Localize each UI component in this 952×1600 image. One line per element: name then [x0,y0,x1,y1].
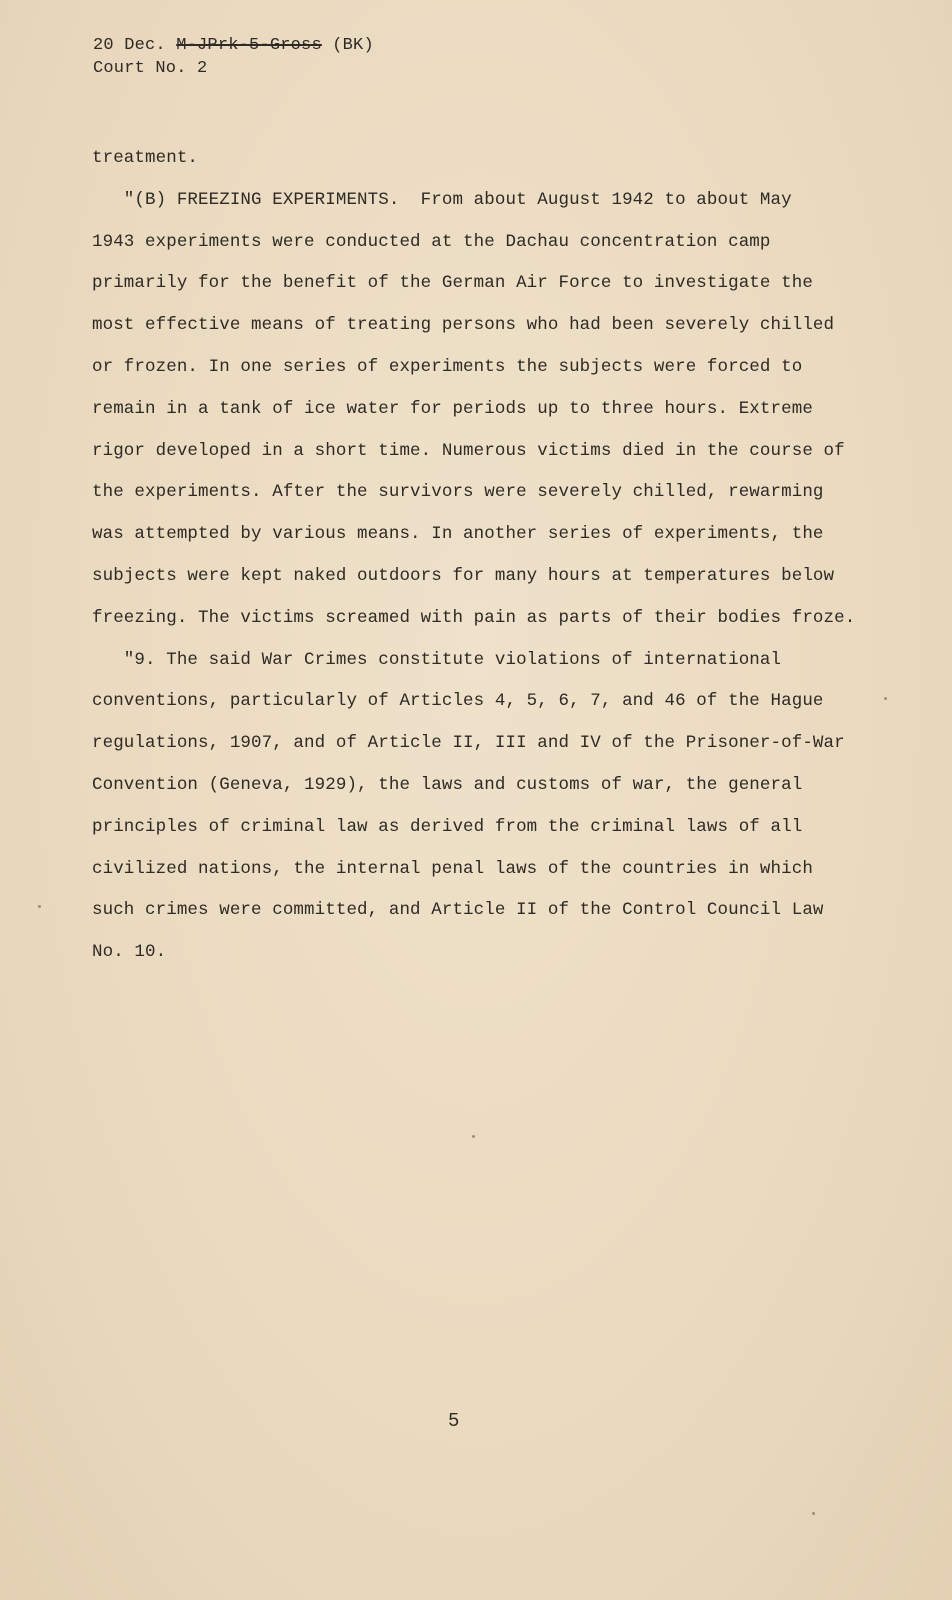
header-struck-name: M-JPrk-5-Gross [176,36,322,55]
body-line: principles of criminal law as derived from the criminal laws of all [92,816,803,837]
paper-speck [38,905,41,908]
body-line: Convention (Geneva, 1929), the laws and customs of war, the general [92,774,803,795]
body-line: rigor developed in a short time. Numerous victims died in the course of [92,440,845,461]
body-line: civilized nations, the internal penal laws of the countries in which [92,858,813,879]
body-line: No. 10. [92,942,167,963]
body-line: 1943 experiments were conducted at the Dachau concentration camp [92,231,771,252]
paper-speck [884,697,887,700]
header-initials: (BK) [332,36,374,55]
header-date: 20 Dec. [93,36,166,55]
body-line: most effective means of treating persons who had been severely chilled [92,315,835,336]
body-line: freezing. The victims screamed with pain as parts of their bodies froze. [92,607,856,628]
body-line: primarily for the benefit of the German Air Force to investigate the [92,273,813,294]
header-line-1 [93,34,374,57]
body-line: conventions, particularly of Articles 4, 5, 6, 7, and 46 of the Hague [92,691,824,712]
body-line: "(B) FREEZING EXPERIMENTS. From about August 1942 to about May [92,189,792,210]
page-number: 5 [448,1410,460,1432]
body-line: "9. The said War Crimes constitute violations of international [92,649,782,670]
header-court: Court No. 2 [93,59,208,78]
paper-speck [812,1512,815,1515]
document-header [93,34,374,80]
paper-speck [472,1135,475,1138]
body-line: or frozen. In one series of experiments the subjects were forced to [92,356,803,377]
body-line: the experiments. After the survivors were severely chilled, rewarming [92,482,824,503]
body-line: remain in a tank of ice water for periods up to three hours. Extreme [92,398,813,419]
body-line: regulations, 1907, and of Article II, III and IV of the Prisoner-of-War [92,733,845,754]
body-line: such crimes were committed, and Article II of the Control Council Law [92,900,824,921]
body-line: treatment. [92,148,199,168]
body-line: subjects were kept naked outdoors for many hours at temperatures below [92,565,835,586]
body-line: was attempted by various means. In another series of experiments, the [92,524,824,545]
document-body [92,138,856,974]
